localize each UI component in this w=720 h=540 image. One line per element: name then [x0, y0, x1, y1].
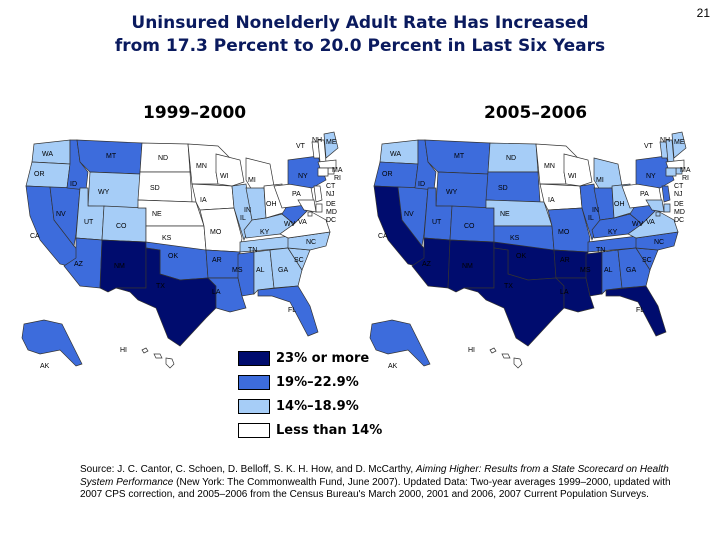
state-or: [26, 162, 70, 188]
state-label-mt: MT: [106, 153, 117, 160]
state-label-pa: PA: [292, 191, 301, 198]
state-label-ga: GA: [626, 267, 637, 274]
state-label-la: LA: [560, 289, 569, 296]
state-label-nc: NC: [306, 239, 317, 246]
state-wy: [436, 172, 488, 208]
state-label-sd: SD: [498, 185, 508, 192]
legend-label: 14%–18.9%: [276, 398, 359, 414]
us-map-1999-2000: [20, 128, 343, 373]
state-label-ga: GA: [278, 267, 289, 274]
state-label-ky: KY: [260, 229, 270, 236]
state-label-tn: TN: [596, 247, 606, 254]
state-label-ia: IA: [200, 197, 207, 204]
state-ct: [666, 168, 676, 176]
state-wi: [564, 154, 592, 186]
legend-item: [238, 370, 382, 394]
state-label-az: AZ: [74, 261, 83, 268]
state-label-ks: KS: [162, 235, 172, 242]
state-label-co: CO: [116, 223, 127, 230]
state-label-mt: MT: [454, 153, 465, 160]
state-label-or: OR: [382, 171, 393, 178]
state-label-ma: MA: [332, 167, 343, 174]
state-label-ia: IA: [548, 197, 555, 204]
state-label-nc: NC: [654, 239, 665, 246]
state-hi: [490, 348, 522, 368]
legend-label: 23% or more: [276, 350, 370, 366]
state-label-vt: VT: [644, 143, 653, 150]
state-nj: [662, 186, 670, 202]
state-nj: [314, 186, 322, 202]
state-label-mn: MN: [544, 163, 555, 170]
state-label-ok: OK: [516, 253, 527, 260]
state-label-ut: UT: [432, 219, 442, 226]
state-label-de: DE: [674, 201, 684, 208]
state-label-mi: MI: [596, 177, 604, 184]
state-label-mi: MI: [248, 177, 256, 184]
state-label-co: CO: [464, 223, 475, 230]
us-map-2005-2006: [368, 128, 691, 373]
state-label-sc: SC: [642, 257, 652, 264]
state-label-wa: WA: [390, 151, 402, 158]
state-ne: [486, 200, 552, 226]
state-label-ak: AK: [388, 363, 398, 370]
state-label-fl: FL: [288, 307, 297, 314]
state-label-ky: KY: [608, 229, 618, 236]
state-label-me: ME: [326, 139, 337, 146]
page-title: [0, 12, 720, 58]
state-label-dc: DC: [326, 217, 337, 224]
state-label-tx: TX: [504, 283, 513, 290]
state-label-dc: DC: [674, 217, 685, 224]
state-label-va: VA: [646, 219, 655, 226]
state-label-wy: WY: [98, 189, 110, 196]
state-label-va: VA: [298, 219, 307, 226]
state-wi: [216, 154, 244, 186]
state-de: [664, 204, 670, 212]
state-label-nj: NJ: [674, 191, 683, 198]
state-ct: [318, 168, 328, 176]
state-label-ct: CT: [674, 183, 684, 190]
source-report-title: Aiming Higher: Results from a State Scorecard on Health System Performance: [80, 464, 669, 488]
state-label-ny: NY: [646, 173, 656, 180]
state-ia: [192, 184, 234, 210]
state-de: [316, 204, 322, 212]
state-label-tn: TN: [248, 247, 258, 254]
legend-item: [238, 346, 382, 370]
state-label-nh: NH: [660, 137, 671, 144]
state-label-pa: PA: [640, 191, 649, 198]
state-label-vt: VT: [296, 143, 305, 150]
state-label-mn: MN: [196, 163, 207, 170]
legend-label: 19%–22.9%: [276, 374, 359, 390]
state-label-la: LA: [212, 289, 221, 296]
state-label-ct: CT: [326, 183, 336, 190]
state-label-fl: FL: [636, 307, 645, 314]
state-label-ny: NY: [298, 173, 308, 180]
state-label-il: IL: [588, 215, 594, 222]
state-label-me: ME: [674, 139, 685, 146]
state-label-ri: RI: [334, 175, 341, 182]
state-label-nh: NH: [312, 137, 323, 144]
state-label-in: IN: [244, 207, 251, 214]
state-label-ms: MS: [580, 267, 591, 274]
state-label-md: MD: [326, 209, 337, 216]
state-ms: [238, 252, 254, 296]
state-or: [374, 162, 418, 188]
state-hi: [142, 348, 174, 368]
state-label-wi: WI: [220, 173, 229, 180]
state-sd: [486, 172, 540, 202]
state-label-oh: OH: [266, 201, 277, 208]
state-label-id: ID: [418, 181, 425, 188]
state-label-id: ID: [70, 181, 77, 188]
state-ak: [22, 320, 82, 366]
state-label-nv: NV: [56, 211, 66, 218]
state-sd: [138, 172, 192, 202]
state-label-hi: HI: [468, 347, 475, 354]
state-label-or: OR: [34, 171, 45, 178]
title-line-2: from 17.3 Percent to 20.0 Percent in Last Six Years: [114, 36, 606, 56]
state-label-nj: NJ: [326, 191, 335, 198]
state-dc: [308, 212, 312, 216]
state-wy: [88, 172, 140, 208]
state-label-ne: NE: [152, 211, 162, 218]
title-line-1: Uninsured Nonelderly Adult Rate Has Increased: [131, 13, 589, 33]
state-label-ok: OK: [168, 253, 179, 260]
legend-item: [238, 394, 382, 418]
state-label-wv: WV: [632, 221, 644, 228]
state-label-nm: NM: [462, 263, 473, 270]
state-label-oh: OH: [614, 201, 625, 208]
legend-swatch: [238, 351, 270, 366]
state-label-wy: WY: [446, 189, 458, 196]
state-label-nd: ND: [506, 155, 517, 162]
state-label-wi: WI: [568, 173, 577, 180]
legend-swatch: [238, 423, 270, 438]
state-label-wa: WA: [42, 151, 54, 158]
state-ne: [138, 200, 204, 226]
state-label-ca: CA: [30, 233, 40, 240]
state-label-nv: NV: [404, 211, 414, 218]
state-label-ma: MA: [680, 167, 691, 174]
state-label-de: DE: [326, 201, 336, 208]
state-label-ar: AR: [212, 257, 222, 264]
map-heading-2005-2006: 2005–2006: [484, 103, 588, 123]
legend-label: Less than 14%: [276, 422, 383, 438]
state-label-il: IL: [240, 215, 246, 222]
state-label-ks: KS: [510, 235, 520, 242]
state-label-tx: TX: [156, 283, 165, 290]
state-label-md: MD: [674, 209, 685, 216]
state-label-in: IN: [592, 207, 599, 214]
state-label-nd: ND: [158, 155, 169, 162]
state-dc: [656, 212, 660, 216]
state-label-sd: SD: [150, 185, 160, 192]
state-label-hi: HI: [120, 347, 127, 354]
legend-item: [238, 418, 382, 442]
state-label-ri: RI: [682, 175, 689, 182]
state-label-ca: CA: [378, 233, 388, 240]
legend: [238, 346, 382, 442]
page-number: 21: [696, 6, 710, 20]
state-label-al: AL: [256, 267, 265, 274]
state-label-ak: AK: [40, 363, 50, 370]
state-ms: [586, 252, 602, 296]
state-label-sc: SC: [294, 257, 304, 264]
state-label-mo: MO: [210, 229, 222, 236]
state-label-nm: NM: [114, 263, 125, 270]
map-heading-1999-2000: 1999–2000: [143, 103, 247, 123]
source-note: [80, 464, 690, 502]
state-label-ne: NE: [500, 211, 510, 218]
state-label-al: AL: [604, 267, 613, 274]
state-label-ut: UT: [84, 219, 94, 226]
source-suffix: (New York: The Commonwealth Fund, June 2007). Updated Data: Two-year averages 1999–2000, updated with 2007 CPS correction, and 2005–2006 from the Census Bureau's March 2000, 2001 and 2006, 2007 Current Population Surveys.: [80, 476, 671, 501]
state-label-mo: MO: [558, 229, 570, 236]
source-prefix: Source: J. C. Cantor, C. Schoen, D. Belloff, S. K. H. How, and D. McCarthy,: [80, 464, 416, 475]
state-label-ms: MS: [232, 267, 243, 274]
state-label-wv: WV: [284, 221, 296, 228]
state-label-ar: AR: [560, 257, 570, 264]
state-label-az: AZ: [422, 261, 431, 268]
legend-swatch: [238, 399, 270, 414]
state-ia: [540, 184, 582, 210]
legend-swatch: [238, 375, 270, 390]
